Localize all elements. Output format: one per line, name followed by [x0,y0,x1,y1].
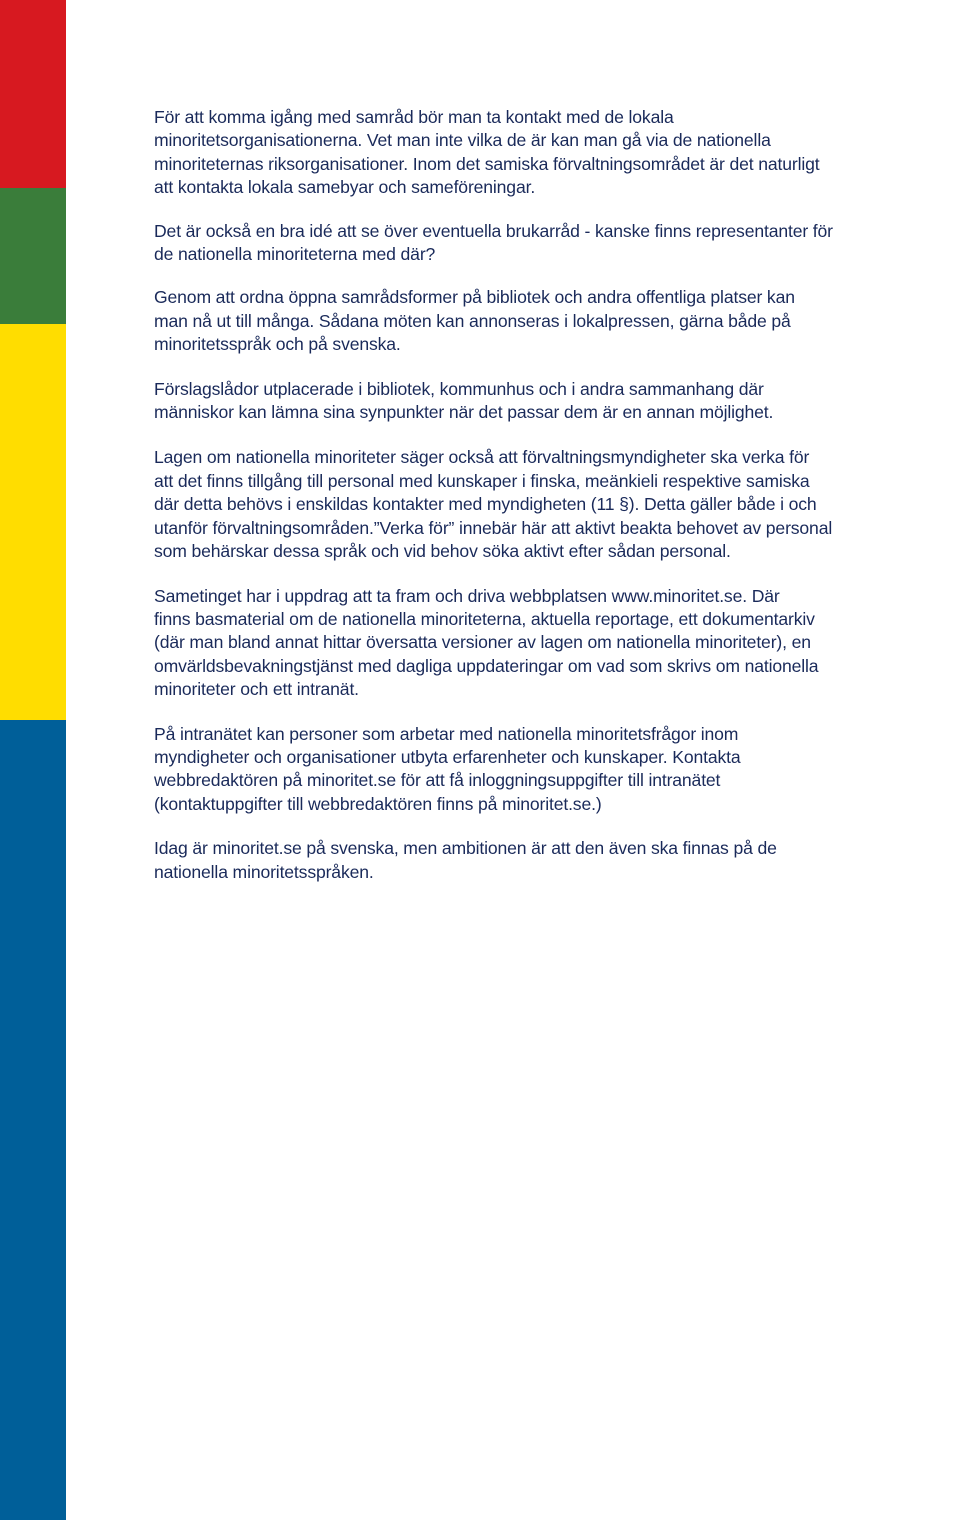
color-stripe-red [0,0,66,188]
paragraph-contact-organisations: För att komma igång med samråd bör man ta kontakt med de lokala minoritetsorganisationerna. Vet man inte vilka de är kan man gå via de nationella minoriteternas riksorganisationer. Inom det samiska förvaltningsområdet är det naturligt att kontakta lokala samebyar och sameföreningar. [154,107,820,198]
paragraph-languages: Idag är minoritet.se på svenska, men ambitionen är att den även ska finnas på de nationella minoritetsspråken. [154,838,777,882]
body-text [154,106,954,905]
color-stripe-green [0,188,66,324]
paragraph-intranet: På intranätet kan personer som arbetar med nationella minoritetsfrågor inom myndigheter och organisationer utbyta erfarenheter och kunskaper. Kontakta webbredaktören på minoritet.se för att få inloggningsuppgifter till intranätet (kontaktuppgifter till webbredaktören finns på minoritet.se.) [154,723,741,814]
color-stripe-yellow [0,324,66,720]
paragraph-law-on-minorities: Lagen om nationella minoriteter säger också att förvaltningsmyndigheter ska verka för att det finns tillgång till personal med kunskaper i finska, meänkieli respektive samiska där detta behövs i enskildas kontakter med myndigheten (11 §). Detta gäller både i och utanför förvaltningsområden.”Verka för” innebär här att aktivt beakta behovet av personal som behärskar dessa språk och vid behov söka aktivt efter sådan personal. [154,447,833,562]
paragraph-website: Sametinget har i uppdrag att ta fram och driva webbplatsen www.minoritet.se. Där finns basmaterial om de nationella minoriteterna, aktuella reportage, ett dokumentarkiv (där man bland annat hittar översatta versioner av lagen om nationella minoriteter), en omvärldsbevakningstjänst med dagliga uppdateringar om vad som skrivs om nationella minoriteter och ett intranät. [154,585,819,700]
paragraph-open-consultations: Genom att ordna öppna samrådsformer på bibliotek och andra offentliga platser kan man nå ut till många. Sådana möten kan annonseras i lokalpressen, gärna både på minoritetsspråk och på svenska. [154,287,795,355]
paragraph-user-councils: Det är också en bra idé att se över eventuella brukarråd - kanske finns representanter för de nationella minoriteterna med där? [154,220,833,265]
color-stripe-blue [0,720,66,1520]
paragraph-suggestion-boxes: Förslagslådor utplacerade i bibliotek, kommunhus och i andra sammanhang där människor kan lämna sina synpunkter när det passar dem är en annan möjlighet. [154,378,774,423]
